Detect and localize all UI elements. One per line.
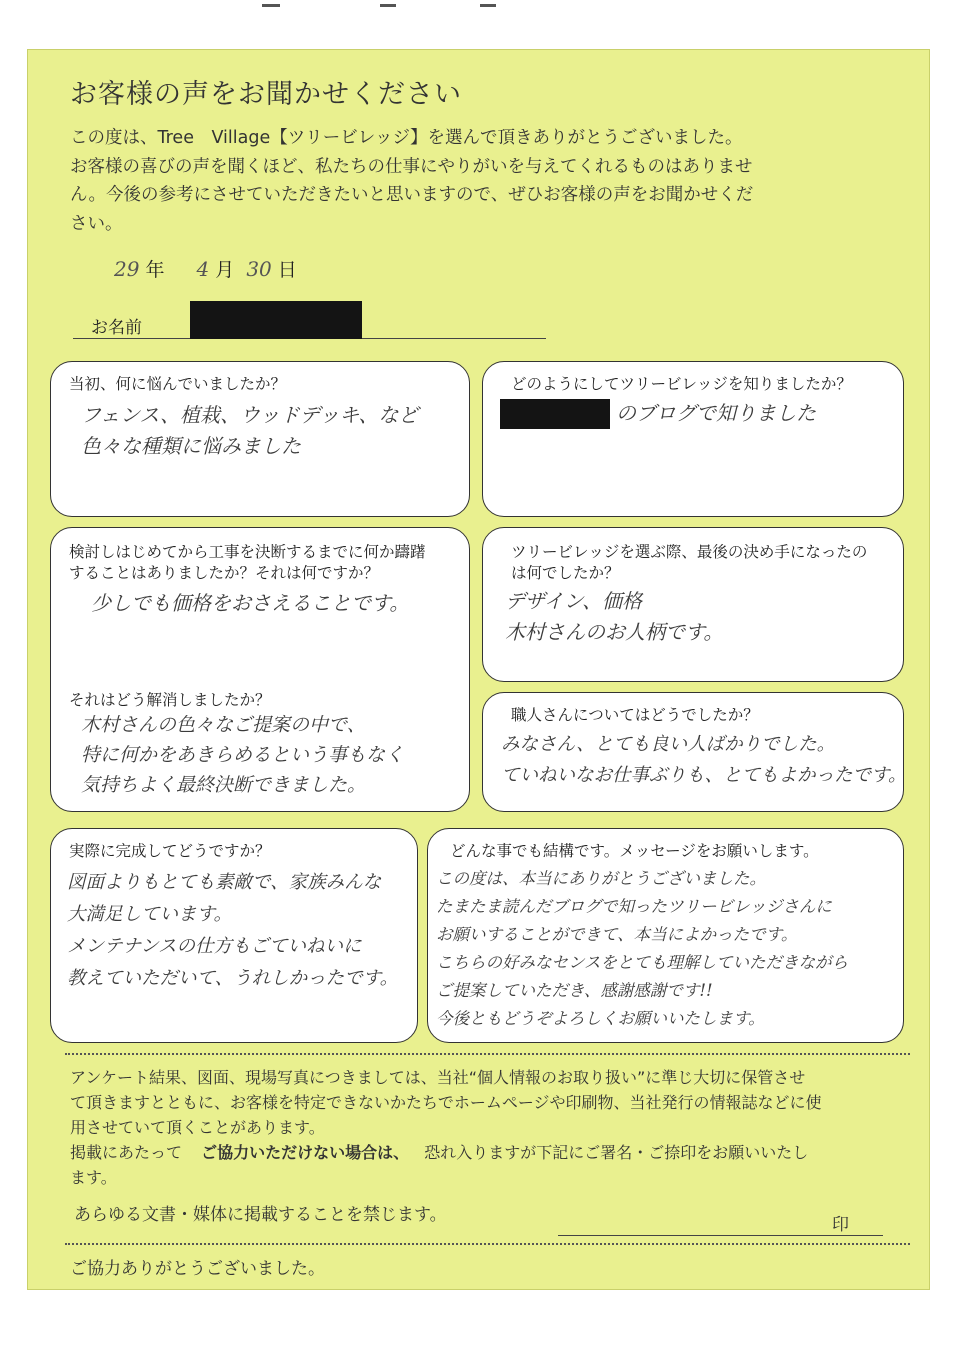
answer-line: 図面よりもとても素敵で、家族みんな bbox=[67, 872, 382, 893]
answer-handwriting bbox=[81, 400, 418, 462]
notice-line: て頂きますとともに、お客様を特定できないかたちでホームページや印刷物、当社発行の情報誌などに使 bbox=[70, 1093, 822, 1112]
signature-line bbox=[558, 1235, 883, 1236]
month-unit: 月 bbox=[215, 259, 235, 281]
answer-line: 気持ちよく最終決断できました。 bbox=[81, 774, 367, 796]
date-year: 29 bbox=[114, 257, 140, 281]
question-line: ツリービレッジを選ぶ際、最後の決め手になったの bbox=[511, 543, 868, 561]
question-box-hesitation bbox=[50, 527, 470, 812]
question-box-craftsmen bbox=[482, 692, 907, 812]
answer-line: 今後ともどうぞよろしくお願いいたします。 bbox=[436, 1009, 765, 1028]
answer-handwriting bbox=[81, 710, 404, 800]
answer-line: この度は、本当にありがとうございました。 bbox=[436, 869, 766, 888]
publish-notice bbox=[70, 1140, 900, 1165]
question-text: 当初、何に悩んでいましたか？ bbox=[69, 375, 287, 393]
date-day: 30 bbox=[246, 257, 272, 281]
answer-line: 特に何かをあきらめるという事もなく bbox=[81, 744, 405, 766]
date-row bbox=[108, 255, 297, 282]
notice-line: アンケート結果、図面、現場写真につきましては、当社“個人情報のお取り扱い”に準じ大切に保管させ bbox=[70, 1068, 806, 1087]
question-line: 検討しはじめてから工事を決断するまでに何か躊躇 bbox=[69, 543, 426, 561]
answer-line: デザイン、価格 bbox=[505, 589, 642, 613]
intro-line: お客様の喜びの声を聞くほど、私たちの仕事にやりがいを与えてくれるものはありませ bbox=[70, 156, 753, 177]
name-field bbox=[73, 301, 546, 339]
answer-line: 少しでも価格をおさえることです。 bbox=[91, 591, 410, 615]
publish-suffix: 恐れ入りますが下記にご署名・ご捺印をお願いいたし bbox=[424, 1143, 809, 1162]
intro-line: ん。今後の参考にさせていただきたいと思いますので、ぜひお客様の声をお聞かせくだ bbox=[70, 185, 754, 205]
answer-line: 色々な種類に悩みました bbox=[81, 434, 301, 458]
privacy-notice bbox=[70, 1065, 900, 1190]
notice-line: 用させていて頂くことがあります。 bbox=[70, 1118, 325, 1137]
question-text: どのようにしてツリービレッジを知りましたか？ bbox=[511, 375, 852, 393]
dotted-divider bbox=[65, 1053, 910, 1055]
question-text: それはどう解消しましたか？ bbox=[69, 691, 271, 709]
question-box-concerns bbox=[50, 361, 470, 517]
answer-line: 大満足しています。 bbox=[67, 904, 233, 925]
answer-line: 木村さんの色々なご提案の中で、 bbox=[81, 714, 366, 736]
answer-line: フェンス、植栽、ウッドデッキ、など bbox=[81, 403, 419, 427]
intro-line: この度は、Tree Village【ツリービレッジ】を選んで頂きありがとうございました。 bbox=[70, 128, 743, 148]
question-text: どんな事でも結構です。メッセージをお願いします。 bbox=[450, 842, 819, 860]
answer-line: のブログで知りました bbox=[616, 401, 816, 425]
answer-line: ご提案していただき、感謝感謝です!! bbox=[436, 981, 713, 1000]
intro-line: さい。 bbox=[70, 213, 123, 234]
answer-line: たまたま読んだブログで知ったツリービレッジさんに bbox=[436, 897, 832, 916]
question-text bbox=[511, 542, 867, 584]
answer-handwriting bbox=[91, 588, 409, 619]
name-label: お名前 bbox=[91, 318, 142, 338]
question-text: 職人さんについてはどうでしたか？ bbox=[511, 706, 759, 724]
answer-line: 木村さんのお人柄です。 bbox=[505, 620, 724, 644]
intro-text bbox=[70, 124, 900, 238]
publication-ban-text: あらゆる文書・媒体に掲載することを禁じます。 bbox=[74, 1205, 447, 1225]
answer-handwriting bbox=[616, 398, 816, 429]
question-text: 実際に完成してどうですか？ bbox=[69, 842, 271, 860]
day-unit: 日 bbox=[277, 259, 297, 281]
question-box-deciding-factor bbox=[482, 527, 904, 682]
question-line: は何でしたか？ bbox=[511, 564, 620, 582]
publish-emphasis: ご協力いただけない場合は、 bbox=[201, 1143, 410, 1162]
answer-line: お願いすることができて、本当によかったです。 bbox=[436, 925, 798, 944]
closing-thanks: ご協力ありがとうございました。 bbox=[70, 1259, 325, 1279]
answer-handwriting bbox=[505, 586, 723, 648]
question-box-message bbox=[427, 828, 904, 1043]
question-text bbox=[69, 542, 426, 584]
scan-registration-marks bbox=[0, 0, 959, 12]
notice-line: ます。 bbox=[70, 1168, 117, 1187]
year-unit: 年 bbox=[145, 259, 165, 281]
survey-sheet bbox=[27, 49, 930, 1290]
dotted-divider bbox=[65, 1243, 910, 1245]
question-line: することはありましたか？それは何ですか？ bbox=[69, 564, 380, 582]
blog-name-redaction bbox=[500, 399, 610, 429]
answer-line: 教えていただいて、うれしかったです。 bbox=[67, 968, 399, 989]
question-box-completion bbox=[50, 828, 418, 1043]
date-month: 4 bbox=[196, 257, 210, 281]
form-title: お客様の声をお聞かせください bbox=[70, 79, 462, 110]
seal-mark: 印 bbox=[832, 1215, 849, 1235]
answer-handwriting bbox=[436, 865, 848, 1033]
name-redaction bbox=[190, 301, 362, 339]
answer-line: メンテナンスの仕方もごていねいに bbox=[67, 936, 362, 957]
answer-line: こちらの好みなセンスをとても理解していただきながら bbox=[436, 953, 849, 972]
answer-handwriting bbox=[67, 867, 398, 995]
question-box-discovery bbox=[482, 361, 904, 517]
answer-handwriting bbox=[501, 729, 907, 791]
publish-prefix: 掲載にあたって bbox=[70, 1143, 183, 1162]
answer-line: みなさん、とても良い人ばかりでした。 bbox=[501, 734, 836, 755]
answer-line: ていねいなお仕事ぶりも、とてもよかったです。 bbox=[501, 765, 907, 786]
